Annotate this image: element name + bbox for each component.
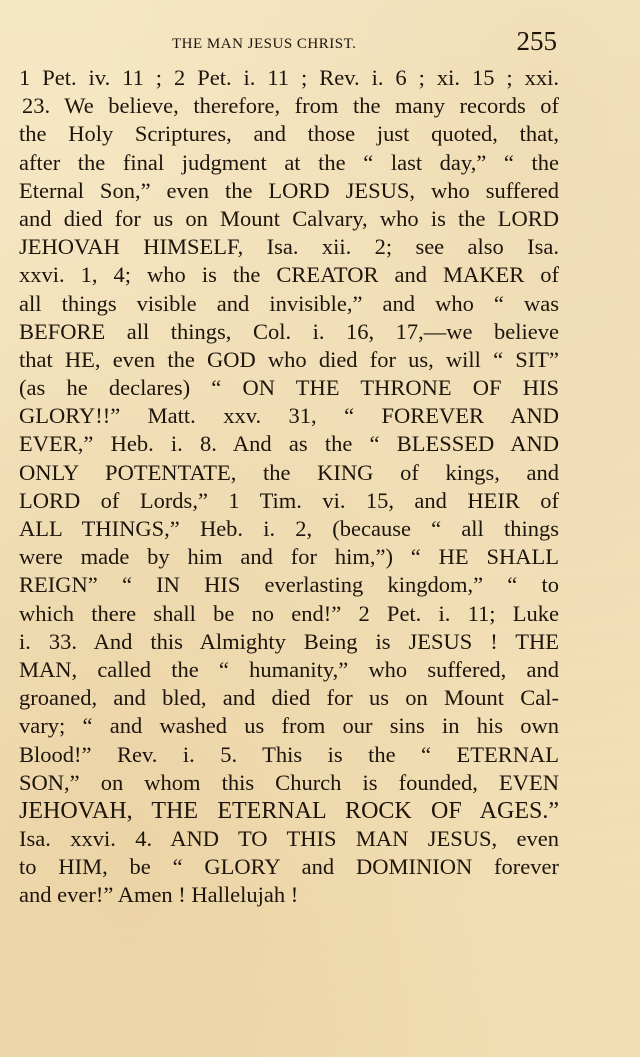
text-line: vary; “ and washed us from our sins in his own: [19, 713, 559, 739]
text-line: and died for us on Mount Calvary, who is the LORD: [19, 205, 559, 231]
text-line: the Holy Scriptures, and those just quoted, that,: [19, 121, 559, 147]
text-line: after the final judgment at the “ last day,” “ the: [19, 149, 559, 175]
text-line: 1 Pet. iv. 11 ; 2 Pet. i. 11 ; Rev. i. 6 ; xi. 15 ; xxi.: [19, 65, 559, 90]
text-line: GLORY!!” Matt. xxv. 31, “ FOREVER AND: [19, 403, 559, 429]
text-line: Eternal Son,” even the LORD JESUS, who suffered: [19, 177, 559, 203]
text-line: and ever!” Amen ! Hallelujah !: [19, 882, 299, 908]
text-line: xxvi. 1, 4; who is the CREATOR and MAKER of: [19, 262, 559, 288]
text-line: to HIM, be “ GLORY and DOMINION forever: [19, 854, 559, 880]
text-line: all things visible and invisible,” and who “ was: [19, 290, 559, 316]
text-line: Isa. xxvi. 4. AND TO THIS MAN JESUS, even: [19, 826, 559, 852]
text-line: LORD of Lords,” 1 Tim. vi. 15, and HEIR of: [19, 487, 559, 513]
running-head: [0, 26, 640, 64]
text-line: EVER,” Heb. i. 8. And as the “ BLESSED AND: [19, 431, 559, 457]
body-text: [19, 64, 559, 910]
text-line: JEHOVAH HIMSELF, Isa. xii. 2; see also Isa.: [19, 234, 559, 260]
text-line: SON,” on whom this Church is founded, EVEN: [19, 769, 559, 795]
text-line: MAN, called the “ humanity,” who suffered, and: [19, 656, 559, 682]
text-line: (as he declares) “ ON THE THRONE OF HIS: [19, 375, 559, 401]
text-line: BEFORE all things, Col. i. 16, 17,—we believe: [19, 318, 559, 344]
text-line: REIGN” “ IN HIS everlasting kingdom,” “ to: [19, 572, 559, 598]
text-line: which there shall be no end!” 2 Pet. i. 11; Luke: [19, 600, 559, 626]
text-line: 23. We believe, therefore, from the many records of: [22, 93, 559, 119]
text-line: groaned, and bled, and died for us on Mount Cal-: [19, 685, 559, 711]
text-line: ALL THINGS,” Heb. i. 2, (because “ all things: [19, 516, 559, 541]
text-line: Blood!” Rev. i. 5. This is the “ ETERNAL: [19, 741, 559, 767]
page-number: 255: [516, 26, 557, 56]
text-line: that HE, even the GOD who died for us, will “ SIT”: [19, 346, 559, 372]
text-line: i. 33. And this Almighty Being is JESUS ! THE: [19, 628, 559, 654]
text-line: were made by him and for him,”) “ HE SHALL: [19, 544, 559, 570]
text-line: JEHOVAH, THE ETERNAL ROCK OF AGES.”: [19, 797, 559, 824]
text-line: ONLY POTENTATE, the KING of kings, and: [19, 459, 559, 485]
running-title: THE MAN JESUS CHRIST.: [172, 36, 357, 52]
